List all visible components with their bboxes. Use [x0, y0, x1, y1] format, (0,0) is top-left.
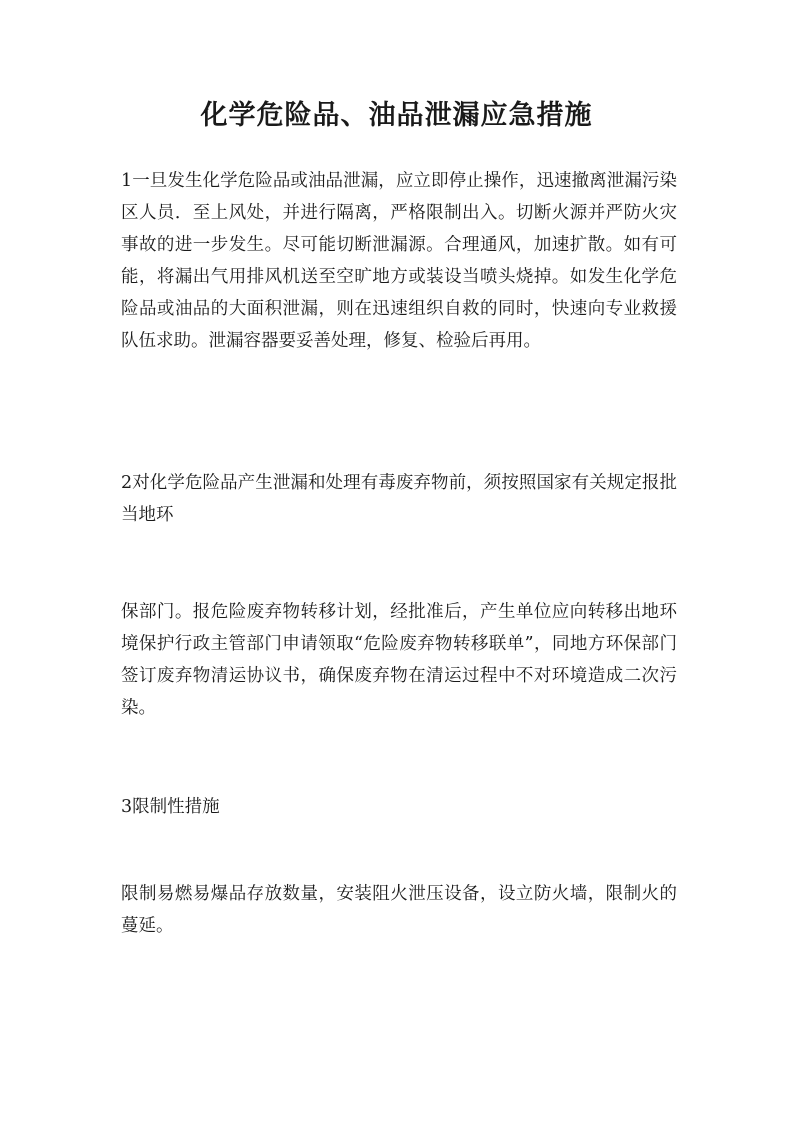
paragraph-reporting-detail: 保部门。报危险废弃物转移计划，经批准后，产生单位应向转移出地环境保护行政主管部门申请领取“危险废弃物转移联单”，同地方环保部门签订废弃物清运协议书，确保废弃物在清运过程中不对环境造成二次污染。: [121, 602, 677, 718]
paragraph-reporting-intro: 2对化学危险品产生泄漏和处理有毒废弃物前，须按照国家有关规定报批当地环: [121, 473, 677, 525]
section-heading-restrictive-measures: 3限制性措施: [121, 797, 220, 817]
page-title: 化学危险品、油品泄漏应急措施: [200, 100, 593, 131]
paragraph-restrictive-measures: 限制易燃易爆品存放数量，安装阻火泄压设备，设立防火墙，限制火的蔓延。: [121, 884, 677, 936]
paragraph-emergency-actions: 1一旦发生化学危险品或油品泄漏，应立即停止操作，迅速撤离泄漏污染区人员．至上风处，并进行隔离，严格限制出入。切断火源并严防火灾事故的进一步发生。尽可能切断泄漏源。合理通风，加速扩散。如有可能，将漏出气用排风机送至空旷地方或装设当喷头烧掉。如发生化学危险品或油品的大面积泄漏，则在迅速组织自救的同时，快速向专业救援队伍求助。泄漏容器要妥善处理，修复、检验后再用。: [121, 171, 677, 351]
